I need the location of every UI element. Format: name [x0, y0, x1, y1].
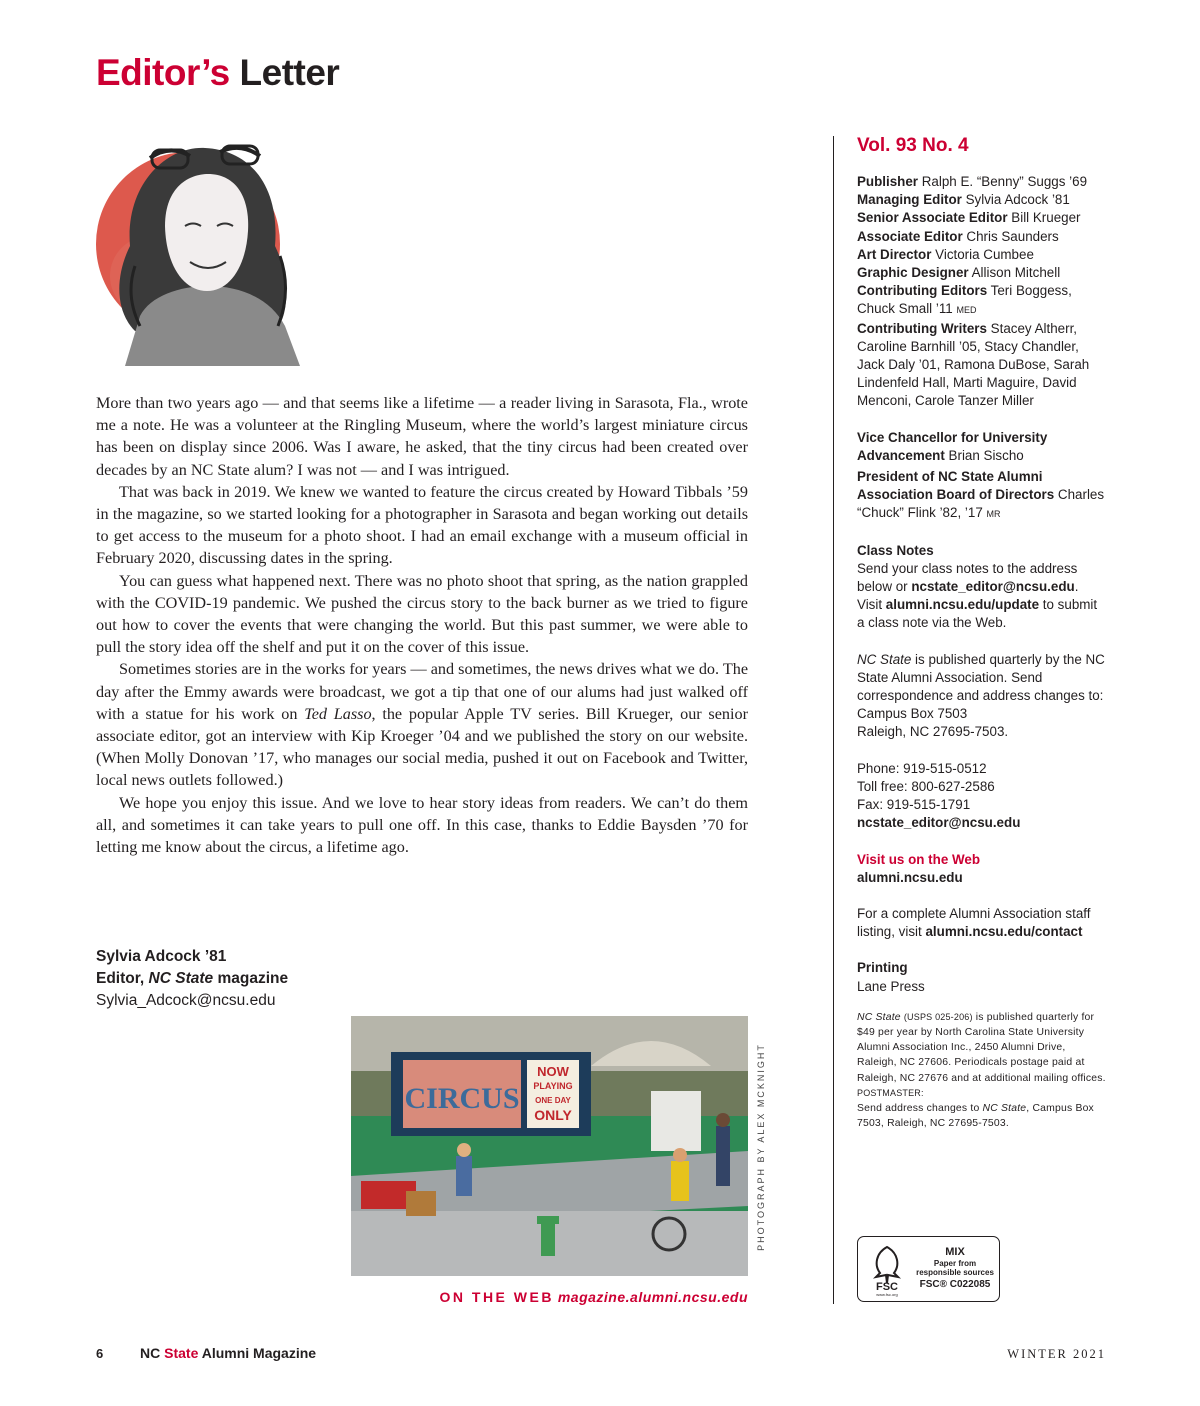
staff-role: Managing Editor — [857, 192, 962, 208]
staff-line — [857, 264, 1107, 282]
fsc-label — [912, 1245, 998, 1289]
fsc-line: responsible sources — [916, 1268, 994, 1277]
staff-role: Vice Chancellor for University Advancement — [857, 429, 1048, 463]
staff-line — [857, 468, 1107, 524]
class-notes-copy: . Visit — [857, 579, 1079, 613]
staff-role: President of NC State Alumni Association Board of Directors — [857, 469, 1055, 503]
publication-text: is published quarterly by the NC State Alumni Association. Send correspondence and address changes to: — [857, 651, 1105, 704]
staff-listing-url[interactable]: alumni.ncsu.edu/contact — [925, 924, 1083, 940]
staff-role: Contributing Editors — [857, 283, 988, 299]
magazine-name: NC State — [148, 970, 214, 987]
photo-credit — [747, 1018, 775, 1276]
phone-line: Phone: 919-515-0512 — [857, 760, 987, 776]
magazine-name: NC State — [857, 1011, 901, 1023]
staff-role: Associate Editor — [857, 228, 963, 244]
column-divider — [833, 136, 834, 1304]
sign-oneday: ONE DAY — [535, 1096, 571, 1105]
degree-suffix: MR — [986, 509, 1001, 520]
staff-name: Allison Mitchell — [971, 265, 1061, 281]
address-line: Campus Box 7503 — [857, 706, 968, 722]
fsc-site-text: www.fsc.org — [876, 1292, 898, 1297]
staff-name: Ralph E. “Benny” Suggs ’69 — [921, 174, 1088, 189]
page-number: 6 — [96, 1346, 104, 1361]
web-heading: Visit us on the Web — [857, 851, 981, 867]
postal-statement — [857, 1010, 1107, 1132]
letter-paragraph: More than two years ago — and that seems like a lifetime — a reader living in Sarasota, Fla., wrote me a note. He was a volunteer at the Ringling Museum, where the world’s largest miniature circus has been on display since 2006. Was I aware, he asked, that the tiny circus had been created over decades by an NC State alum? I was not — and I was intrigued. — [96, 394, 748, 479]
magazine-name: NC State — [857, 651, 912, 667]
on-web-label: ON THE WEB — [439, 1289, 554, 1305]
signature-title-text: Editor, — [96, 970, 149, 987]
staff-name: Charles “Chuck” Flink ’82, ’17 — [857, 487, 1105, 521]
letter-paragraph: We hope you enjoy this issue. And we love to hear story ideas from readers. We can’t do them all, and sometimes it can take years to pull one off. In this case, thanks to Eddie Baysden ’70 for letting me know about the circus, a lifetime ago. — [96, 793, 748, 857]
printing-name: Lane Press — [857, 978, 925, 994]
title-accent: Editor’s — [96, 52, 230, 93]
circus-sign-text: CIRCUS — [404, 1082, 520, 1115]
staff-listing-copy: For a complete Alumni Association staff listing, visit — [857, 905, 1091, 940]
volume-number: Vol. 93 No. 4 — [857, 135, 969, 156]
postal-text: is published quarterly for $49 per year by North Carolina State University Alumni Association Inc., 2450 Alumni Drive, Raleigh, NC 27606. Periodicals postage paid at Raleigh, NC 27676 and at additional mailing offices. — [857, 1011, 1106, 1084]
class-notes-email[interactable]: ncstate_editor@ncsu.edu — [911, 579, 1075, 595]
postmaster-label: POSTMASTER: — [857, 1087, 924, 1098]
letter-paragraph — [96, 658, 748, 791]
letter-text: Sometimes stories are in the works for years — and sometimes, the news drives what we do. The day after the Emmy awards were broadcast, we got a tip that one of our alums had just walked off with a statue for his work on — [96, 660, 748, 723]
class-notes-copy: Send your class notes to the address below or — [857, 560, 1078, 595]
letter-text: , the popular Apple TV series. Bill Krueger, our senior associate editor, got an interview with Kip Kroeger ’04 and we published the story on our website. (When Molly Donovan ’17, who manages our social media, pushed it out on Facebook and Twitter, local news outlets followed.) — [96, 704, 748, 790]
staff-name: Teri Boggess, — [990, 283, 1072, 299]
tollfree-line: Toll free: 800-627-2586 — [857, 778, 995, 794]
letter-paragraph: You can guess what happened next. There was no photo shoot that spring, as the nation grappled with the COVID-19 pandemic. We pushed the circus story to the back burner as we tried to figure out how to cover the events that were changing the world. But this past summer, we were able to pull the story idea off the shelf and put it on the cover of this issue. — [96, 571, 748, 657]
fsc-tree-icon — [864, 1243, 910, 1297]
magazine-footer-title — [140, 1345, 316, 1361]
staff-name: Sylvia Adcock ’81 — [965, 192, 1070, 208]
fsc-code: FSC® C022085 — [919, 1279, 991, 1290]
miniature-circus-photo — [351, 1016, 748, 1276]
staff-line — [857, 209, 1107, 227]
staff-name: Stacey Altherr, Caroline Barnhill ’05, Stacy Chandler, Jack Daly ’01, Ramona DuBose, Sarah Lindenfeld Hall, Marti Maguire, David Menconi, Carole Tanzer Miller — [857, 320, 1090, 409]
footer-state: State — [164, 1345, 199, 1361]
on-the-web-link[interactable] — [380, 1289, 748, 1305]
postal-text: Send address changes to — [857, 1102, 983, 1114]
staff-listing-text — [857, 905, 1107, 941]
class-notes-copy: to submit a class note via the Web. — [857, 597, 1098, 631]
show-title: Ted Lasso — [304, 704, 372, 723]
magazine-name: NC State — [982, 1102, 1027, 1114]
sign-now: NOW — [537, 1064, 569, 1079]
staff-line — [857, 300, 1107, 319]
publication-info — [857, 651, 1107, 706]
staff-line — [857, 282, 1107, 300]
editor-portrait-illustration — [90, 126, 320, 366]
staff-role: Senior Associate Editor — [857, 210, 1008, 226]
staff-name: Chuck Small ’11 — [857, 301, 953, 317]
staff-role: Contributing Writers — [857, 320, 987, 336]
staff-line — [857, 429, 1107, 465]
photo-credit-text: PHOTOGRAPH BY ALEX MCKNIGHT — [756, 1043, 766, 1251]
fsc-line: Paper from — [933, 1259, 977, 1268]
class-notes-heading: Class Notes — [857, 542, 934, 558]
footer-nc: NC — [140, 1345, 165, 1361]
sign-only: ONLY — [534, 1107, 572, 1123]
on-web-url[interactable]: magazine.alumni.ncsu.edu — [557, 1289, 748, 1305]
staff-line — [857, 246, 1107, 264]
class-notes-url[interactable]: alumni.ncsu.edu/update — [885, 597, 1040, 613]
staff-name: Victoria Cumbee — [935, 246, 1034, 262]
staff-name: Bill Krueger — [1011, 210, 1081, 226]
signature-name: Sylvia Adcock ’81 — [96, 948, 227, 965]
printing-heading: Printing — [857, 960, 908, 976]
staff-role: Graphic Designer — [857, 265, 969, 281]
staff-line — [857, 173, 1107, 191]
issue-date: WINTER 2021 — [1007, 1347, 1106, 1361]
usps-number: (USPS 025-206) — [903, 1011, 973, 1022]
class-notes-text — [857, 560, 1107, 633]
letter-body — [96, 392, 748, 858]
page-title — [96, 52, 339, 94]
web-url[interactable]: alumni.ncsu.edu — [857, 869, 963, 885]
signature-title-text: magazine — [213, 970, 289, 987]
sign-playing: PLAYING — [533, 1081, 573, 1091]
fsc-mix: MIX — [945, 1246, 965, 1258]
fax-line: Fax: 919-515-1791 — [857, 797, 971, 813]
staff-name: Chris Saunders — [966, 228, 1059, 244]
address-line: Raleigh, NC 27695-7503. — [857, 724, 1009, 740]
footer-rest: Alumni Magazine — [198, 1345, 317, 1361]
degree-suffix: MED — [956, 305, 977, 316]
letter-paragraph: That was back in 2019. We knew we wanted to feature the circus created by Howard Tibbals ’59 in the magazine, so we started looking for a photographer in Sarasota and began working out details to get access to the museum for a photo shoot. I had an email exchange with a museum official in February 2020, discussing dates in the spring. — [96, 482, 748, 568]
postal-text: , Campus Box 7503, Raleigh, NC 27695-7503. — [857, 1102, 1094, 1130]
fsc-logo-text: FSC — [876, 1281, 898, 1293]
signature-title — [96, 968, 288, 990]
staff-line — [857, 228, 1107, 246]
staff-line — [857, 191, 1107, 209]
signature-email[interactable]: Sylvia_Adcock@ncsu.edu — [96, 992, 276, 1009]
fsc-certification-logo — [857, 1236, 1000, 1302]
staff-name: Brian Sischo — [948, 447, 1024, 463]
contact-email[interactable]: ncstate_editor@ncsu.edu — [857, 815, 1021, 831]
staff-role: Publisher — [857, 174, 919, 189]
masthead — [857, 134, 1107, 1131]
staff-line — [857, 320, 1107, 411]
signature-block — [96, 946, 288, 1012]
title-rest: Letter — [229, 52, 340, 93]
staff-role: Art Director — [857, 246, 932, 262]
